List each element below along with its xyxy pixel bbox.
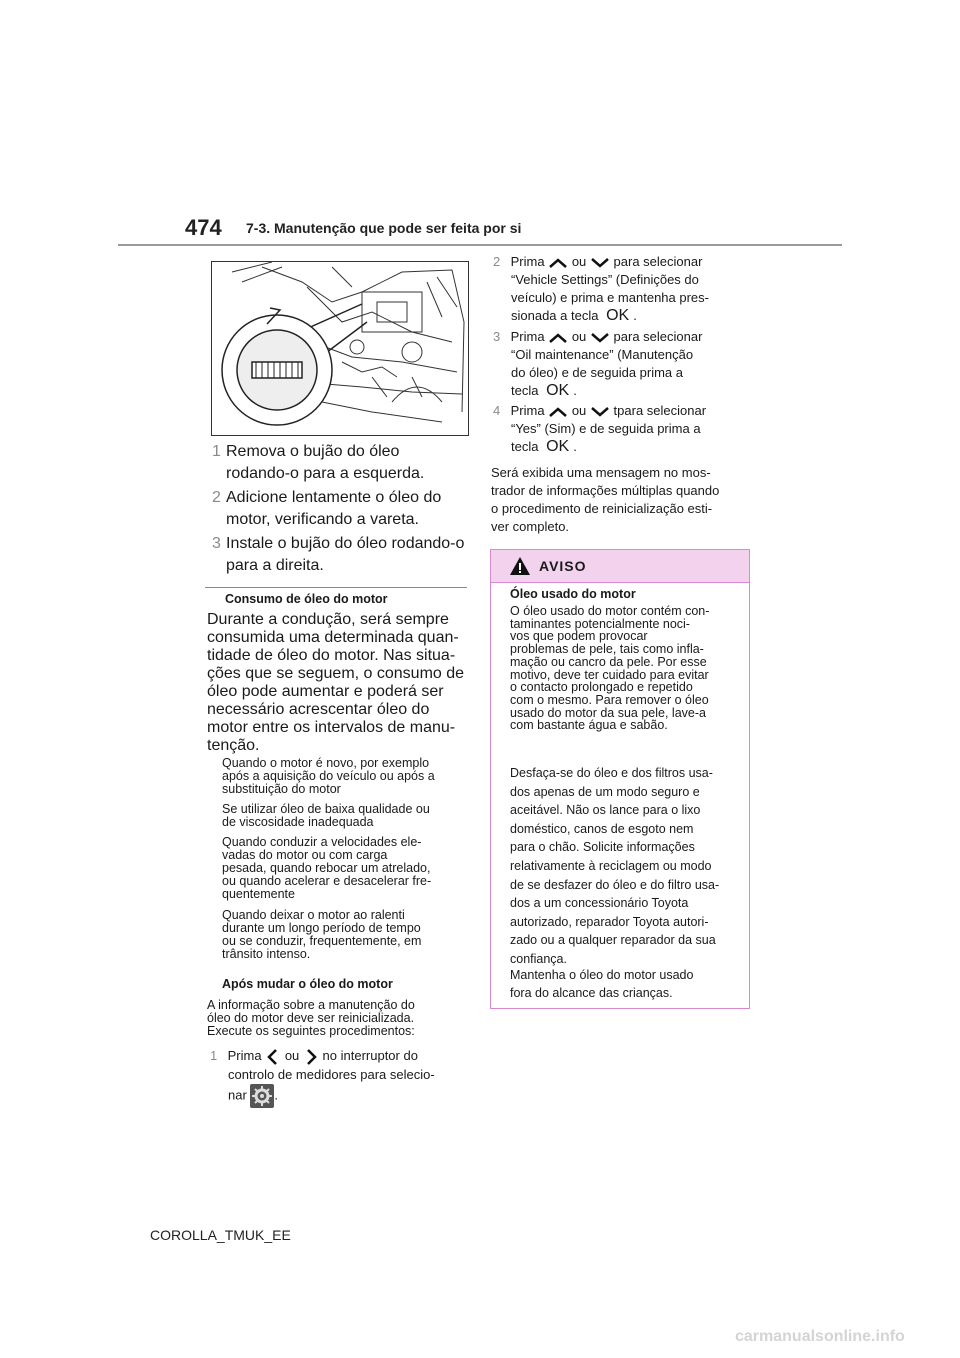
ok-key-symbol: OK <box>606 307 630 324</box>
step-text: ou <box>571 329 587 344</box>
step-remove-cap <box>212 441 424 485</box>
text-line: Quando conduzir a velocidades ele- <box>222 835 422 849</box>
text-line: ou se conduzir, frequentemente, em <box>222 934 422 948</box>
text-line: tenção. <box>207 737 260 754</box>
text-line: aceitável. Não os lance para o lixo <box>510 803 701 818</box>
step-number: 2 <box>493 254 501 269</box>
step-text: . <box>274 1087 279 1102</box>
right-step-3 <box>493 328 753 400</box>
step-text: “Oil maintenance” (Manutenção <box>511 347 694 362</box>
text-line: durante um longo período de tempo <box>222 921 421 935</box>
text-line: zado ou a qualquer reparador da sua <box>510 933 716 948</box>
warning-paragraph-children <box>510 966 693 1002</box>
text-line: substituição do motor <box>222 782 341 796</box>
settings-gear-icon <box>250 1084 274 1108</box>
text-line: para o chão. Solicite informações <box>510 840 695 855</box>
text-line: taminantes potencialmente noci- <box>510 616 690 631</box>
text-line: A informação sobre a manutenção do <box>207 998 415 1012</box>
step-number: 2 <box>212 489 221 506</box>
text-line: Será exibida uma mensagem no mos- <box>491 465 711 480</box>
warning-label: AVISO <box>539 558 587 574</box>
text-line: doméstico, canos de esgoto nem <box>510 821 694 836</box>
consumo-paragraph <box>207 611 464 755</box>
step-text: para a direita. <box>226 557 324 574</box>
step-text: Prima <box>510 329 545 344</box>
watermark-text: carmanualsonline.info <box>735 1328 905 1345</box>
step-text: Remova o bujão do óleo <box>226 443 400 460</box>
step-text: do óleo) e de seguida prima a <box>511 365 684 380</box>
chevron-down-icon <box>590 406 610 418</box>
step-text: rodando-o para a esquerda. <box>226 465 425 482</box>
text-line: consumida uma determinada quan- <box>207 629 459 646</box>
chevron-up-icon <box>548 406 568 418</box>
text-line: Execute os seguintes procedimentos: <box>207 1024 415 1038</box>
step-text: . <box>573 439 577 454</box>
step-text: sionada a tecla <box>511 308 599 323</box>
step-text: Adicione lentamente o óleo do <box>226 489 442 506</box>
step-number: 3 <box>212 535 221 552</box>
warning-header <box>491 550 749 583</box>
step-text: “Vehicle Settings” (Definições do <box>511 272 699 287</box>
text-line: pesada, quando rebocar um atrelado, <box>222 861 431 875</box>
consumo-bullet <box>222 757 435 796</box>
step-text: controlo de medidores para selecio- <box>228 1066 435 1082</box>
apos-paragraph <box>207 999 415 1038</box>
text-line: autorizado, reparador Toyota autori- <box>510 914 709 929</box>
warning-paragraph-skin <box>510 605 709 732</box>
right-step-2 <box>493 253 753 325</box>
section-title: 7-3. Manutenção que pode ser feita por si <box>246 220 522 236</box>
step-text: motor, verificando a vareta. <box>226 511 419 528</box>
engine-oil-cap-illustration <box>211 261 469 436</box>
step-text: “Yes” (Sim) e de seguida prima a <box>511 421 701 436</box>
step-text: Prima <box>227 1048 262 1063</box>
text-line: confiança. <box>510 951 567 966</box>
step-number: 1 <box>210 1048 218 1063</box>
step-text: . <box>573 383 577 398</box>
step-text: Prima <box>510 254 545 269</box>
chevron-down-icon <box>590 332 610 344</box>
text-line: ções que se seguem, o consumo de <box>207 665 465 682</box>
warning-title: Óleo usado do motor <box>510 587 636 601</box>
text-line: motivo, deve ter cuidado para evitar <box>510 667 709 682</box>
step-text: . <box>633 308 637 323</box>
step-text: para selecionar <box>613 329 703 344</box>
text-line: vos que podem provocar <box>510 629 648 644</box>
text-line: trador de informações múltiplas quando <box>491 483 720 498</box>
text-line: o procedimento de reinicialização esti- <box>491 501 713 516</box>
step-number: 3 <box>493 329 501 344</box>
text-line: com o mesmo. Para remover o óleo <box>510 692 709 707</box>
warning-box <box>490 549 750 1009</box>
step-number: 1 <box>212 443 221 460</box>
text-line: dos apenas de um modo seguro e <box>510 784 700 799</box>
text-line: quentemente <box>222 887 295 901</box>
text-line: o contacto prolongado e repetido <box>510 680 693 695</box>
step-text: veículo) e prima e mantenha pres- <box>511 290 709 305</box>
chevron-up-icon <box>548 257 568 269</box>
text-line: óleo pode aumentar e poderá ser <box>207 683 444 700</box>
reset-confirmation-paragraph <box>491 464 719 536</box>
text-line: tidade de óleo do motor. Nas situa- <box>207 647 456 664</box>
consumo-bullet <box>222 836 431 901</box>
step-number: 4 <box>493 403 501 418</box>
text-line: após a aquisição do veículo ou após a <box>222 769 435 783</box>
text-line: problemas de pele, tais como infla- <box>510 642 704 657</box>
text-line: ver completo. <box>491 519 570 534</box>
step-text: para selecionar <box>613 254 703 269</box>
text-line: de se desfazer do óleo e do filtro usa- <box>510 877 720 892</box>
step-text: ou <box>571 254 587 269</box>
text-line: ou quando acelerar e desacelerar fre- <box>222 874 432 888</box>
text-line: fora do alcance das crianças. <box>510 986 673 1000</box>
ok-key-symbol: OK <box>546 438 570 455</box>
consumo-bullet <box>222 803 430 829</box>
step-text: nar <box>228 1087 247 1102</box>
step-install-cap <box>212 533 464 577</box>
warning-triangle-icon <box>509 556 531 576</box>
text-line: mação ou cancro da pele. Por esse <box>510 654 707 669</box>
apos-heading: Após mudar o óleo do motor <box>222 977 393 991</box>
page-number: 474 <box>185 215 222 240</box>
step-text: no interruptor do <box>322 1048 418 1063</box>
header-divider <box>118 244 842 246</box>
text-line: motor entre os intervalos de manu- <box>207 719 456 736</box>
text-line: Quando o motor é novo, por exemplo <box>222 756 430 770</box>
section-divider <box>205 587 467 588</box>
text-line: vadas do motor ou com carga <box>222 848 388 862</box>
step-text: ou <box>571 403 587 418</box>
chevron-left-icon <box>265 1048 281 1066</box>
text-line: O óleo usado do motor contém con- <box>510 604 710 618</box>
text-line: relativamente à reciclagem ou modo <box>510 858 712 873</box>
text-line: óleo do motor deve ser reinicializada. <box>207 1011 415 1025</box>
text-line: Mantenha o óleo do motor usado <box>510 968 694 982</box>
step-text: tecla <box>511 439 539 454</box>
step-text: ou <box>284 1048 300 1063</box>
ok-key-symbol: OK <box>546 382 570 399</box>
text-line: necessário acrescentar óleo do <box>207 701 430 718</box>
chevron-right-icon <box>303 1048 319 1066</box>
consumo-bullet <box>222 909 421 961</box>
step-add-oil <box>212 487 441 531</box>
text-line: Quando deixar o motor ao ralenti <box>222 908 405 922</box>
text-line: Se utilizar óleo de baixa qualidade ou <box>222 802 430 816</box>
step-text: tpara selecionar <box>613 403 707 418</box>
chevron-up-icon <box>548 332 568 344</box>
text-line: Desfaça-se do óleo e dos filtros usa- <box>510 766 713 780</box>
text-line: Durante a condução, será sempre <box>207 611 449 628</box>
text-line: com bastante água e sabão. <box>510 718 668 733</box>
text-line: de viscosidade inadequada <box>222 815 374 829</box>
step-text: tecla <box>511 383 539 398</box>
apos-step-1 <box>210 1047 435 1108</box>
step-text: Prima <box>510 403 545 418</box>
right-step-4 <box>493 402 753 456</box>
warning-paragraph-disposal <box>510 764 719 969</box>
consumo-heading: Consumo de óleo do motor <box>225 592 388 606</box>
text-line: dos a um concessionário Toyota <box>510 896 689 911</box>
chevron-down-icon <box>590 257 610 269</box>
engine-illustration-svg <box>212 262 468 435</box>
text-line: trânsito intenso. <box>222 947 311 961</box>
step-text: Instale o bujão do óleo rodando-o <box>226 535 465 552</box>
document-code: COROLLA_TMUK_EE <box>150 1227 291 1243</box>
text-line: usado do motor da sua pele, lave-a <box>510 705 706 720</box>
